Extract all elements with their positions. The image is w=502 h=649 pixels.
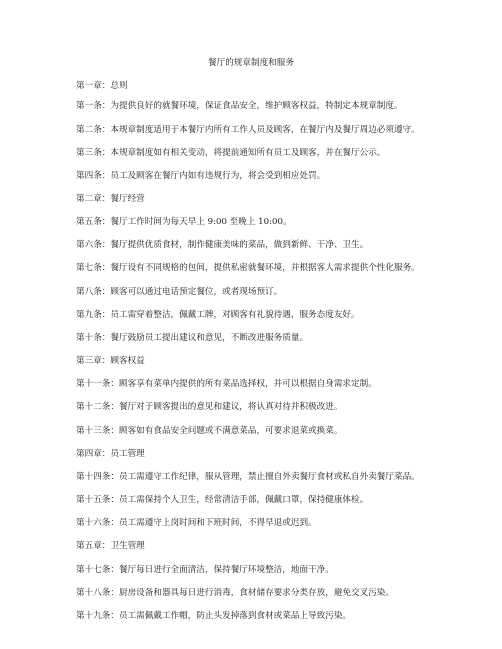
article-6: 第六条：餐厅提供优质食材，制作健康美味的菜品，做到新鲜、干净、卫生。 <box>76 240 369 250</box>
article-10: 第十条：餐厅鼓励员工提出建议和意见，不断改进服务质量。 <box>76 333 309 343</box>
article-15: 第十五条：员工需保持个人卫生，经常清洁手部，佩戴口罩，保持健康体检。 <box>76 495 369 505</box>
article-1: 第一条：为提供良好的就餐环境，保证食品安全，维护顾客权益，特制定本规章制度。 <box>76 101 403 111</box>
article-3: 第三条：本规章制度如有相关变动，将提前通知所有员工及顾客，并在餐厅公示。 <box>76 148 386 158</box>
article-12: 第十二条：餐厅对于顾客提出的意见和建议，将认真对待并积极改进。 <box>76 402 343 412</box>
article-17: 第十七条：餐厅每日进行全面清洁，保持餐厅环境整洁，地面干净。 <box>76 565 334 575</box>
article-14: 第十四条：员工需遵守工作纪律，服从管理，禁止擅自外卖餐厅食材或私自外卖餐厅菜品。 <box>76 472 420 482</box>
article-4: 第四条：员工及顾客在餐厅内如有违规行为，将会受到相应处罚。 <box>76 171 326 181</box>
article-7: 第七条：餐厅设有不同规格的包间，提供私密就餐环境，并根据客人需求提供个性化服务。 <box>76 263 420 273</box>
article-2: 第二条：本规章制度适用于本餐厅内所有工作人员及顾客，在餐厅内及餐厅周边必须遵守。 <box>76 125 420 135</box>
document-title: 餐厅的规章制度和服务 <box>208 58 294 68</box>
chapter-heading-4: 第四章：员工管理 <box>76 449 145 459</box>
chapter-heading-1: 第一章：总则 <box>76 81 128 91</box>
chapter-heading-3: 第三章：顾客权益 <box>76 356 145 366</box>
article-16: 第十六条：员工需遵守上岗时间和下班时间，不得早退或迟到。 <box>76 518 317 528</box>
article-19: 第十九条：员工需佩戴工作帽，防止头发掉落到食材或菜品上导致污染。 <box>76 611 352 621</box>
article-13: 第十三条：顾客如有食品安全问题或不满意菜品，可要求退菜或换菜。 <box>76 426 343 436</box>
article-11: 第十一条：顾客享有菜单内提供的所有菜品选择权，并可以根据自身需求定制。 <box>76 379 377 389</box>
article-8: 第八条：顾客可以通过电话预定餐位，或者现场预订。 <box>76 287 283 297</box>
article-5: 第五条：餐厅工作时间为每天早上 9:00 至晚上 10:00。 <box>76 217 292 227</box>
chapter-heading-5: 第五章：卫生管理 <box>76 541 145 551</box>
article-18: 第十八条：厨房设备和器具每日进行消毒，食材储存要求分类存放，避免交叉污染。 <box>76 588 394 598</box>
chapter-heading-2: 第二章：餐厅经营 <box>76 194 145 204</box>
article-9: 第九条：员工需穿着整洁，佩戴工牌，对顾客有礼貌待遇，服务态度友好。 <box>76 310 360 320</box>
